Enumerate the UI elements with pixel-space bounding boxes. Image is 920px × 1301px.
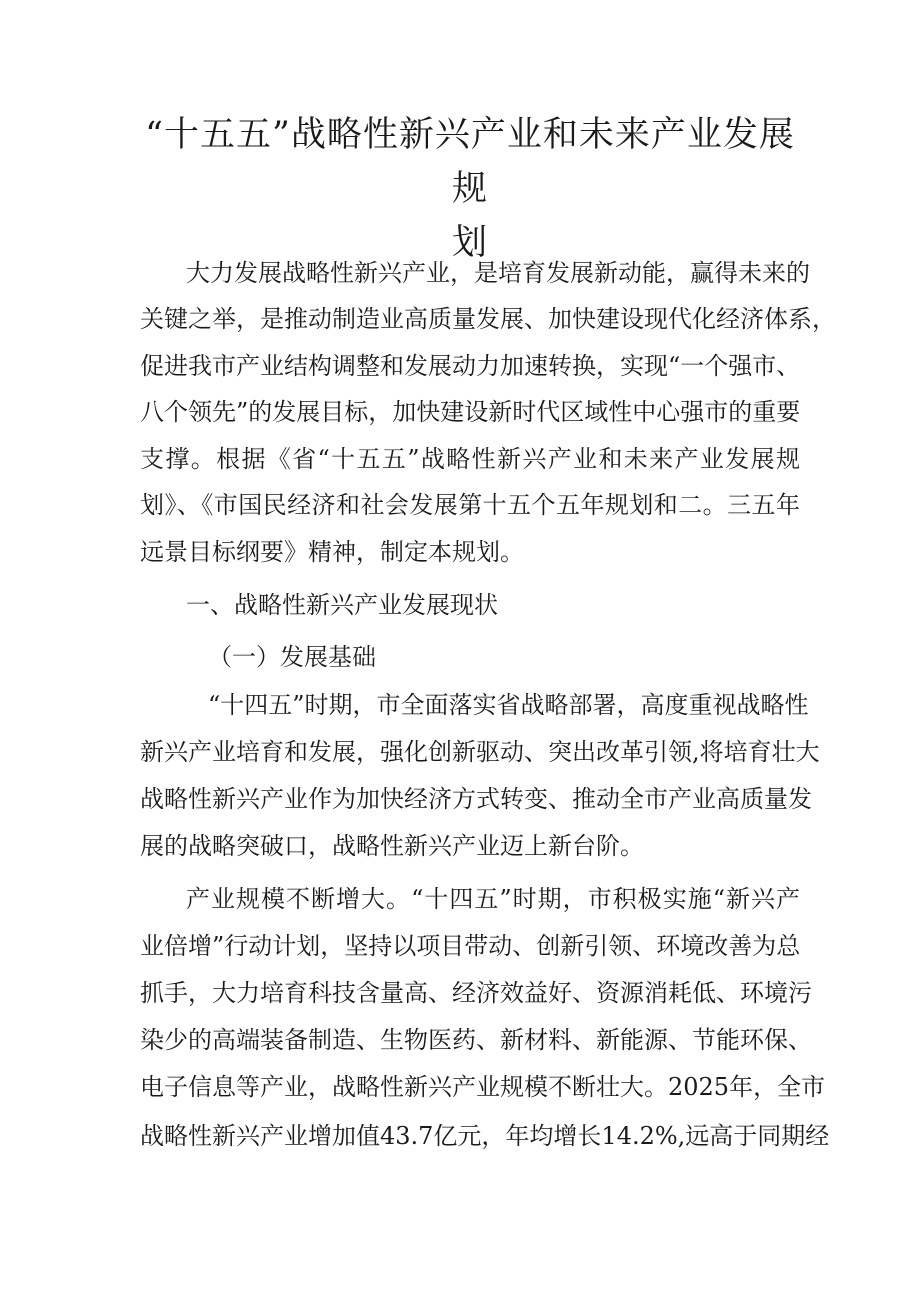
paragraph-intro-line-1: 大力发展战略性新兴产业，是培育发展新动能，赢得未来的 [186,259,810,287]
paragraph-basis-line-2: 新兴产业培育和发展，强化创新驱动、突出改革引领,将培育壮大 [140,738,820,766]
paragraph-intro-line-7: 远景目标纲要》精神，制定本规划。 [140,538,524,566]
paragraph-intro-line-6: 划》、《市国民经济和社会发展第十五个五年规划和二。三五年 [140,491,800,519]
paragraph-intro-line-3: 促进我市产业结构调整和发展动力加速转换，实现“一个强市、 [140,352,801,380]
subsection-heading: （一）发展基础 [208,643,376,671]
paragraph-scale-line-2: 业倍增”行动计划，坚持以项目带动、创新引领、环境改善为总 [140,932,801,960]
paragraph-intro-line-2: 关键之举，是推动制造业高质量发展、加快建设现代化经济体系， [140,305,836,333]
paragraph-basis-line-1: “十四五”时期，市全面落实省战略部署，高度重视战略性 [208,691,809,719]
section-heading: 一、战略性新兴产业发展现状 [186,591,498,619]
paragraph-basis-line-3: 战略性新兴产业作为加快经济方式转变、推动全市产业高质量发 [140,785,812,813]
title-line-2: 划 [451,223,488,263]
paragraph-intro-line-5: 支撑。根据《省“十五五”战略性新兴产业和未来产业发展规 [140,445,800,473]
paragraph-basis-line-4: 展的战略突破口，战略性新兴产业迈上新台阶。 [140,832,644,860]
document-title [140,108,800,270]
paragraph-scale-line-4: 染少的高端装备制造、生物医药、新材料、新能源、节能环保、 [140,1026,812,1054]
paragraph-scale-line-3: 抓手，大力培育科技含量高、经济效益好、资源消耗低、环境污 [140,979,812,1007]
paragraph-intro-line-4: 八个领先”的发展目标，加快建设新时代区域性中心强市的重要 [140,398,801,426]
paragraph-scale-line-5: 电子信息等产业，战略性新兴产业规模不断壮大。2025年，全市 [140,1073,826,1101]
paragraph-scale-line-6: 战略性新兴产业增加值43.7亿元，年均增长14.2%,远高于同期经 [140,1122,830,1150]
paragraph-scale-line-1: 产业规模不断增大。“十四五”时期，市积极实施“新兴产 [186,885,800,913]
title-line-1: “十五五”战略性新兴产业和未来产业发展规 [145,115,795,209]
